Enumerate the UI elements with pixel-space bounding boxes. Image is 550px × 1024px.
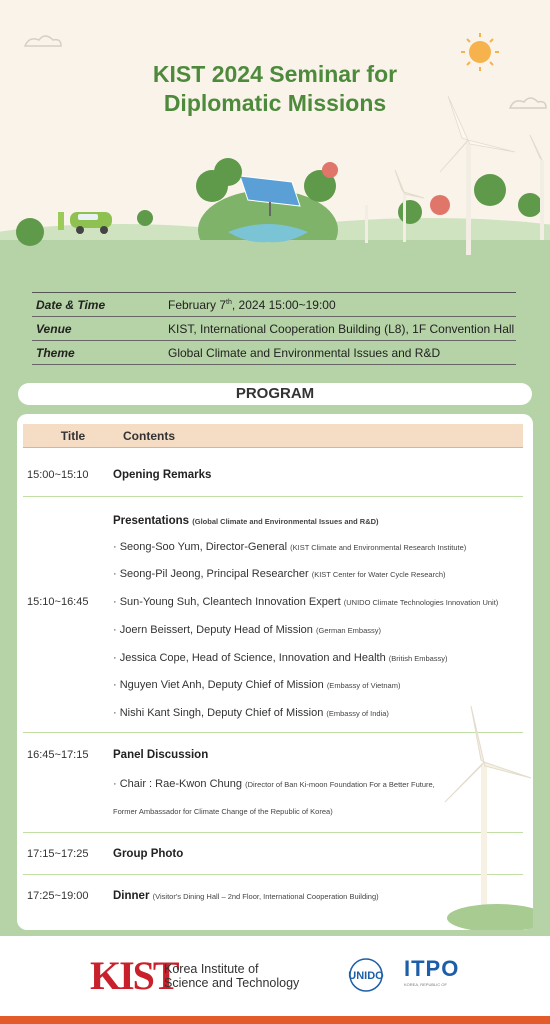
speaker-item: · Joern Beissert, Deputy Head of Mission (German Embassy)	[113, 624, 381, 636]
speaker-item: · Nguyen Viet Anh, Deputy Chief of Mission (Embassy of Vietnam)	[113, 679, 401, 691]
speaker-item: · Seong-Soo Yum, Director-General (KIST Climate and Environmental Research Institute)	[113, 541, 467, 553]
title-line-1: KIST 2024 Seminar for	[152, 61, 398, 87]
speaker-item: · Seong-Pil Jeong, Principal Researcher (KIST Center for Water Cycle Research)	[113, 568, 446, 580]
wind-turbine-icon	[437, 704, 533, 930]
venue-value: KIST, International Cooperation Building (L8), 1F Convention Hall	[168, 321, 515, 336]
venue-label: Venue	[36, 321, 72, 336]
dinner-title: Dinner (Visitor's Dining Hall – 2nd Floor, International Cooperation Building)	[113, 890, 379, 902]
title-line-2: Diplomatic Missions	[163, 90, 387, 116]
presentations-title: Presentations (Global Climate and Environmental Issues and R&D)	[113, 515, 379, 527]
program-heading: PROGRAM	[18, 383, 532, 405]
bottom-accent-bar	[0, 1016, 550, 1024]
eco-landscape-illustration	[0, 0, 550, 280]
panel-chair: · Chair : Rae-Kwon Chung (Director of Ban Ki-moon Foundation For a Better Future,	[113, 778, 435, 790]
theme-value: Global Climate and Environmental Issues and R&D	[168, 345, 441, 360]
column-title: Title	[60, 428, 86, 443]
program-table	[17, 414, 533, 930]
panel-title: Panel Discussion	[113, 749, 209, 761]
date-time-value: February 7th, 2024 15:00~19:00	[168, 297, 336, 312]
date-time-label: Date & Time	[36, 297, 106, 312]
kist-name: Korea Institute of Science and Technology	[164, 962, 300, 990]
speaker-item: · Nishi Kant Singh, Deputy Chief of Mission (Embassy of India)	[113, 707, 389, 719]
header-illustration	[0, 0, 550, 280]
svg-text:UNIDO: UNIDO	[348, 970, 384, 982]
photo-title: Group Photo	[113, 848, 184, 860]
panel-time: 16:45~17:15	[27, 749, 89, 761]
theme-row	[32, 341, 516, 365]
itpo-logo: ITPO KOREA, REPUBLIC OF	[404, 956, 460, 987]
speaker-item: · Jessica Cope, Head of Science, Innovation and Health (British Embassy)	[113, 652, 448, 664]
page-title	[0, 60, 550, 118]
venue-row	[32, 317, 516, 341]
theme-label: Theme	[36, 345, 75, 360]
photo-time: 17:15~17:25	[27, 848, 89, 860]
date-time-row	[32, 293, 516, 317]
program-table-header	[23, 424, 523, 448]
panel-chair-note: Former Ambassador for Climate Change of the Republic of Korea)	[113, 807, 333, 816]
opening-title: Opening Remarks	[113, 469, 212, 481]
presentations-time: 15:10~16:45	[27, 596, 89, 608]
unido-logo	[342, 958, 390, 992]
row-divider	[23, 496, 523, 497]
event-info-table	[32, 292, 516, 365]
column-contents: Contents	[123, 428, 175, 443]
footer-logos	[0, 936, 550, 1016]
kist-logo: KIST	[90, 953, 178, 998]
speaker-item: · Sun-Young Suh, Cleantech Innovation Expert (UNIDO Climate Technologies Innovation Unit)	[113, 596, 499, 608]
opening-time: 15:00~15:10	[27, 469, 89, 481]
dinner-time: 17:25~19:00	[27, 890, 89, 902]
